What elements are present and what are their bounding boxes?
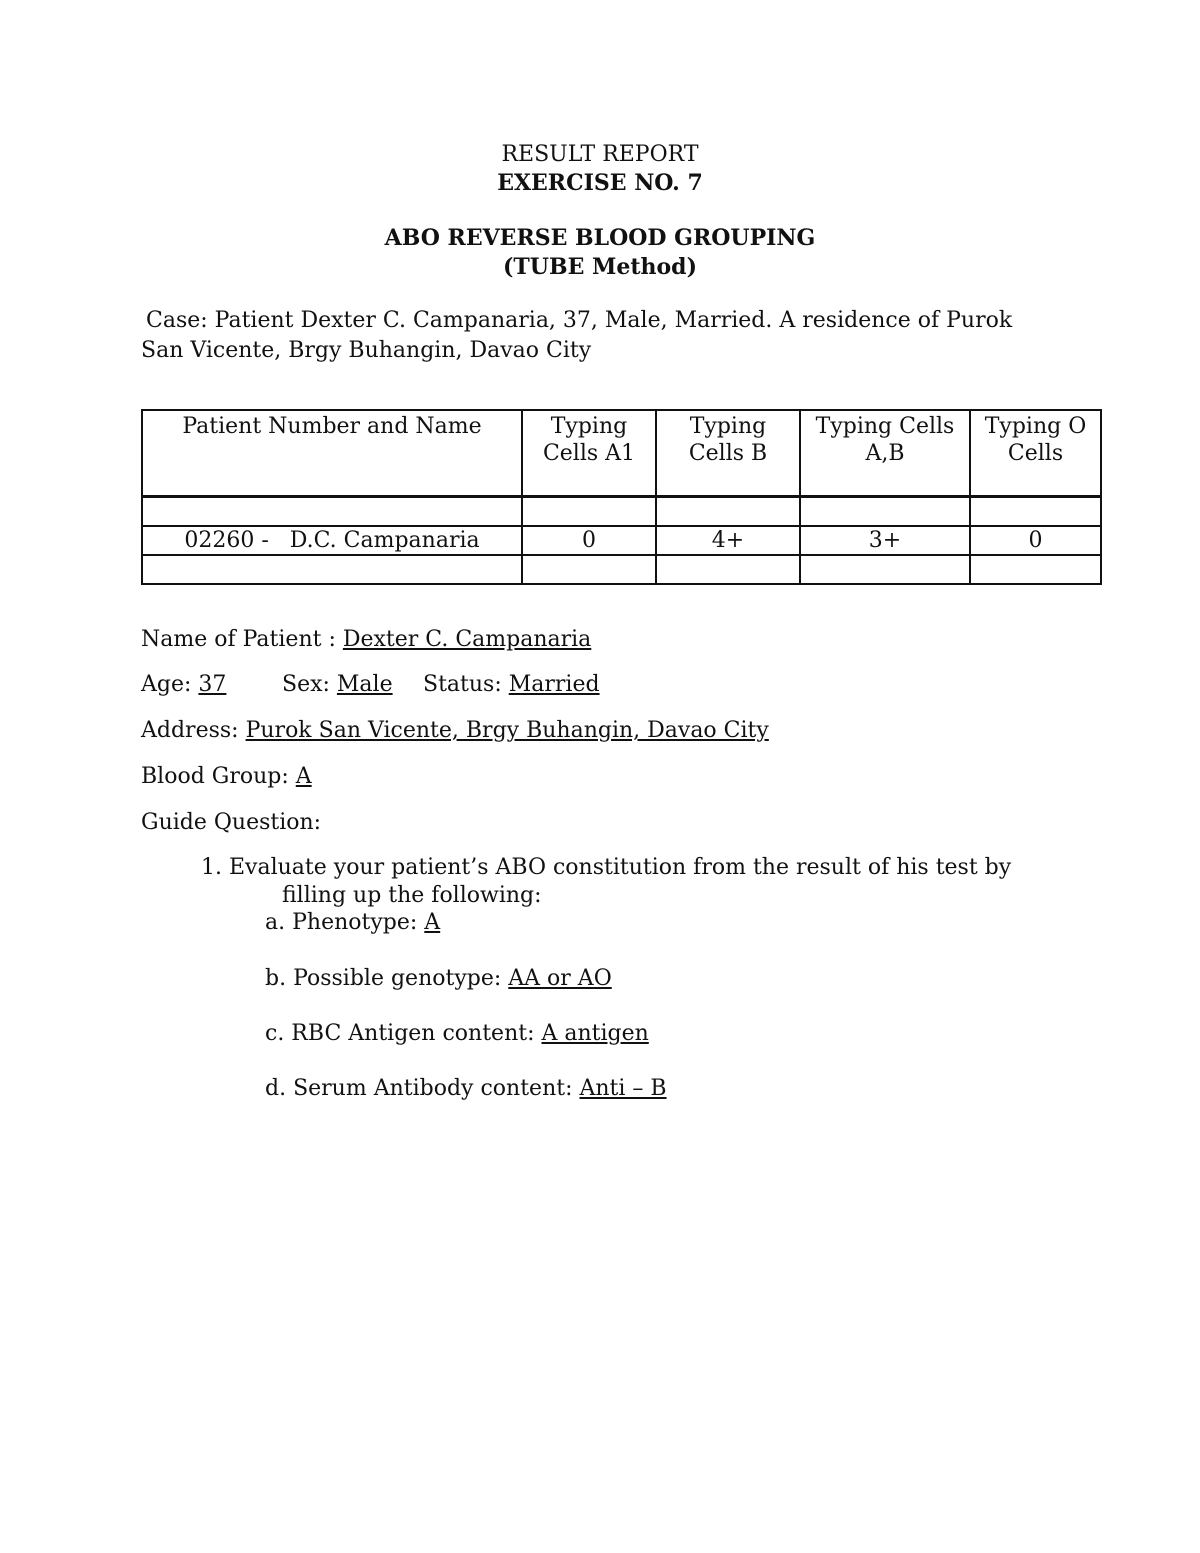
- blood-group-value: A: [295, 764, 312, 789]
- question-1-line-1: 1. Evaluate your patient’s ABO constitution from the result of his test by: [201, 855, 1012, 880]
- value: Anti – B: [579, 1076, 667, 1101]
- label: Sex:: [282, 672, 337, 697]
- table-cell: [656, 497, 800, 527]
- results-table: [141, 409, 1102, 585]
- answer-antigen: [265, 1021, 649, 1046]
- value: A antigen: [541, 1021, 649, 1046]
- label: Status:: [423, 672, 509, 697]
- subject-title: ABO REVERSE BLOOD GROUPING: [384, 225, 816, 251]
- method-title: (TUBE Method): [503, 254, 697, 280]
- table-cell: [656, 555, 800, 584]
- header-cell: Typing O Cells: [970, 410, 1101, 497]
- table-cell: [142, 555, 522, 584]
- table-cell: [970, 555, 1101, 584]
- status-value: Married: [508, 672, 600, 697]
- exercise-number: EXERCISE NO. 7: [497, 170, 703, 196]
- table-row: [142, 526, 1101, 555]
- table-header-row: [142, 410, 1101, 497]
- answer-phenotype: [265, 910, 440, 935]
- label: c. RBC Antigen content:: [265, 1021, 542, 1046]
- blood-group-line: [141, 764, 312, 789]
- label: Address:: [141, 718, 246, 743]
- table-cell: [142, 497, 522, 527]
- answer-antibody: [265, 1076, 667, 1101]
- label: d. Serum Antibody content:: [265, 1076, 580, 1101]
- value: AA or AO: [508, 966, 612, 991]
- table-cell: [800, 555, 970, 584]
- case-line-1: Case: Patient Dexter C. Campanaria, 37, Male, Married. A residence of Purok: [146, 308, 1013, 333]
- header-cell: Patient Number and Name: [142, 410, 522, 497]
- table-cell: [522, 555, 656, 584]
- case-line-2: San Vicente, Brgy Buhangin, Davao City: [141, 338, 592, 363]
- patient-name: Dexter C. Campanaria: [342, 627, 592, 652]
- label: Blood Group:: [141, 764, 296, 789]
- label: Age:: [141, 672, 199, 697]
- age-line: [141, 672, 226, 697]
- age-value: 37: [198, 672, 227, 697]
- header-cell: Typing Cells A,B: [800, 410, 970, 497]
- table-cell: [970, 497, 1101, 527]
- value: A: [424, 910, 441, 935]
- address-line: [141, 718, 769, 743]
- address-value: Purok San Vicente, Brgy Buhangin, Davao City: [245, 718, 769, 743]
- label: a. Phenotype:: [265, 910, 425, 935]
- table-cell: 4+: [656, 526, 800, 555]
- guide-question-label: Guide Question:: [141, 810, 322, 835]
- table-cell: 3+: [800, 526, 970, 555]
- label: b. Possible genotype:: [265, 966, 509, 991]
- answer-genotype: [265, 966, 612, 991]
- report-title: RESULT REPORT: [501, 142, 699, 167]
- table-cell: [522, 497, 656, 527]
- sex-line: [282, 672, 393, 697]
- header-cell: Typing Cells A1: [522, 410, 656, 497]
- table-cell: 0: [970, 526, 1101, 555]
- table-cell: 0: [522, 526, 656, 555]
- status-line: [423, 672, 600, 697]
- table-cell: [800, 497, 970, 527]
- table-row: [142, 497, 1101, 527]
- header-cell: Typing Cells B: [656, 410, 800, 497]
- patient-name-line: [141, 627, 591, 652]
- table-cell: 02260 - D.C. Campanaria: [142, 526, 522, 555]
- table-row: [142, 555, 1101, 584]
- question-1-line-2: filling up the following:: [282, 883, 542, 908]
- label: Name of Patient :: [141, 627, 343, 652]
- sex-value: Male: [336, 672, 393, 697]
